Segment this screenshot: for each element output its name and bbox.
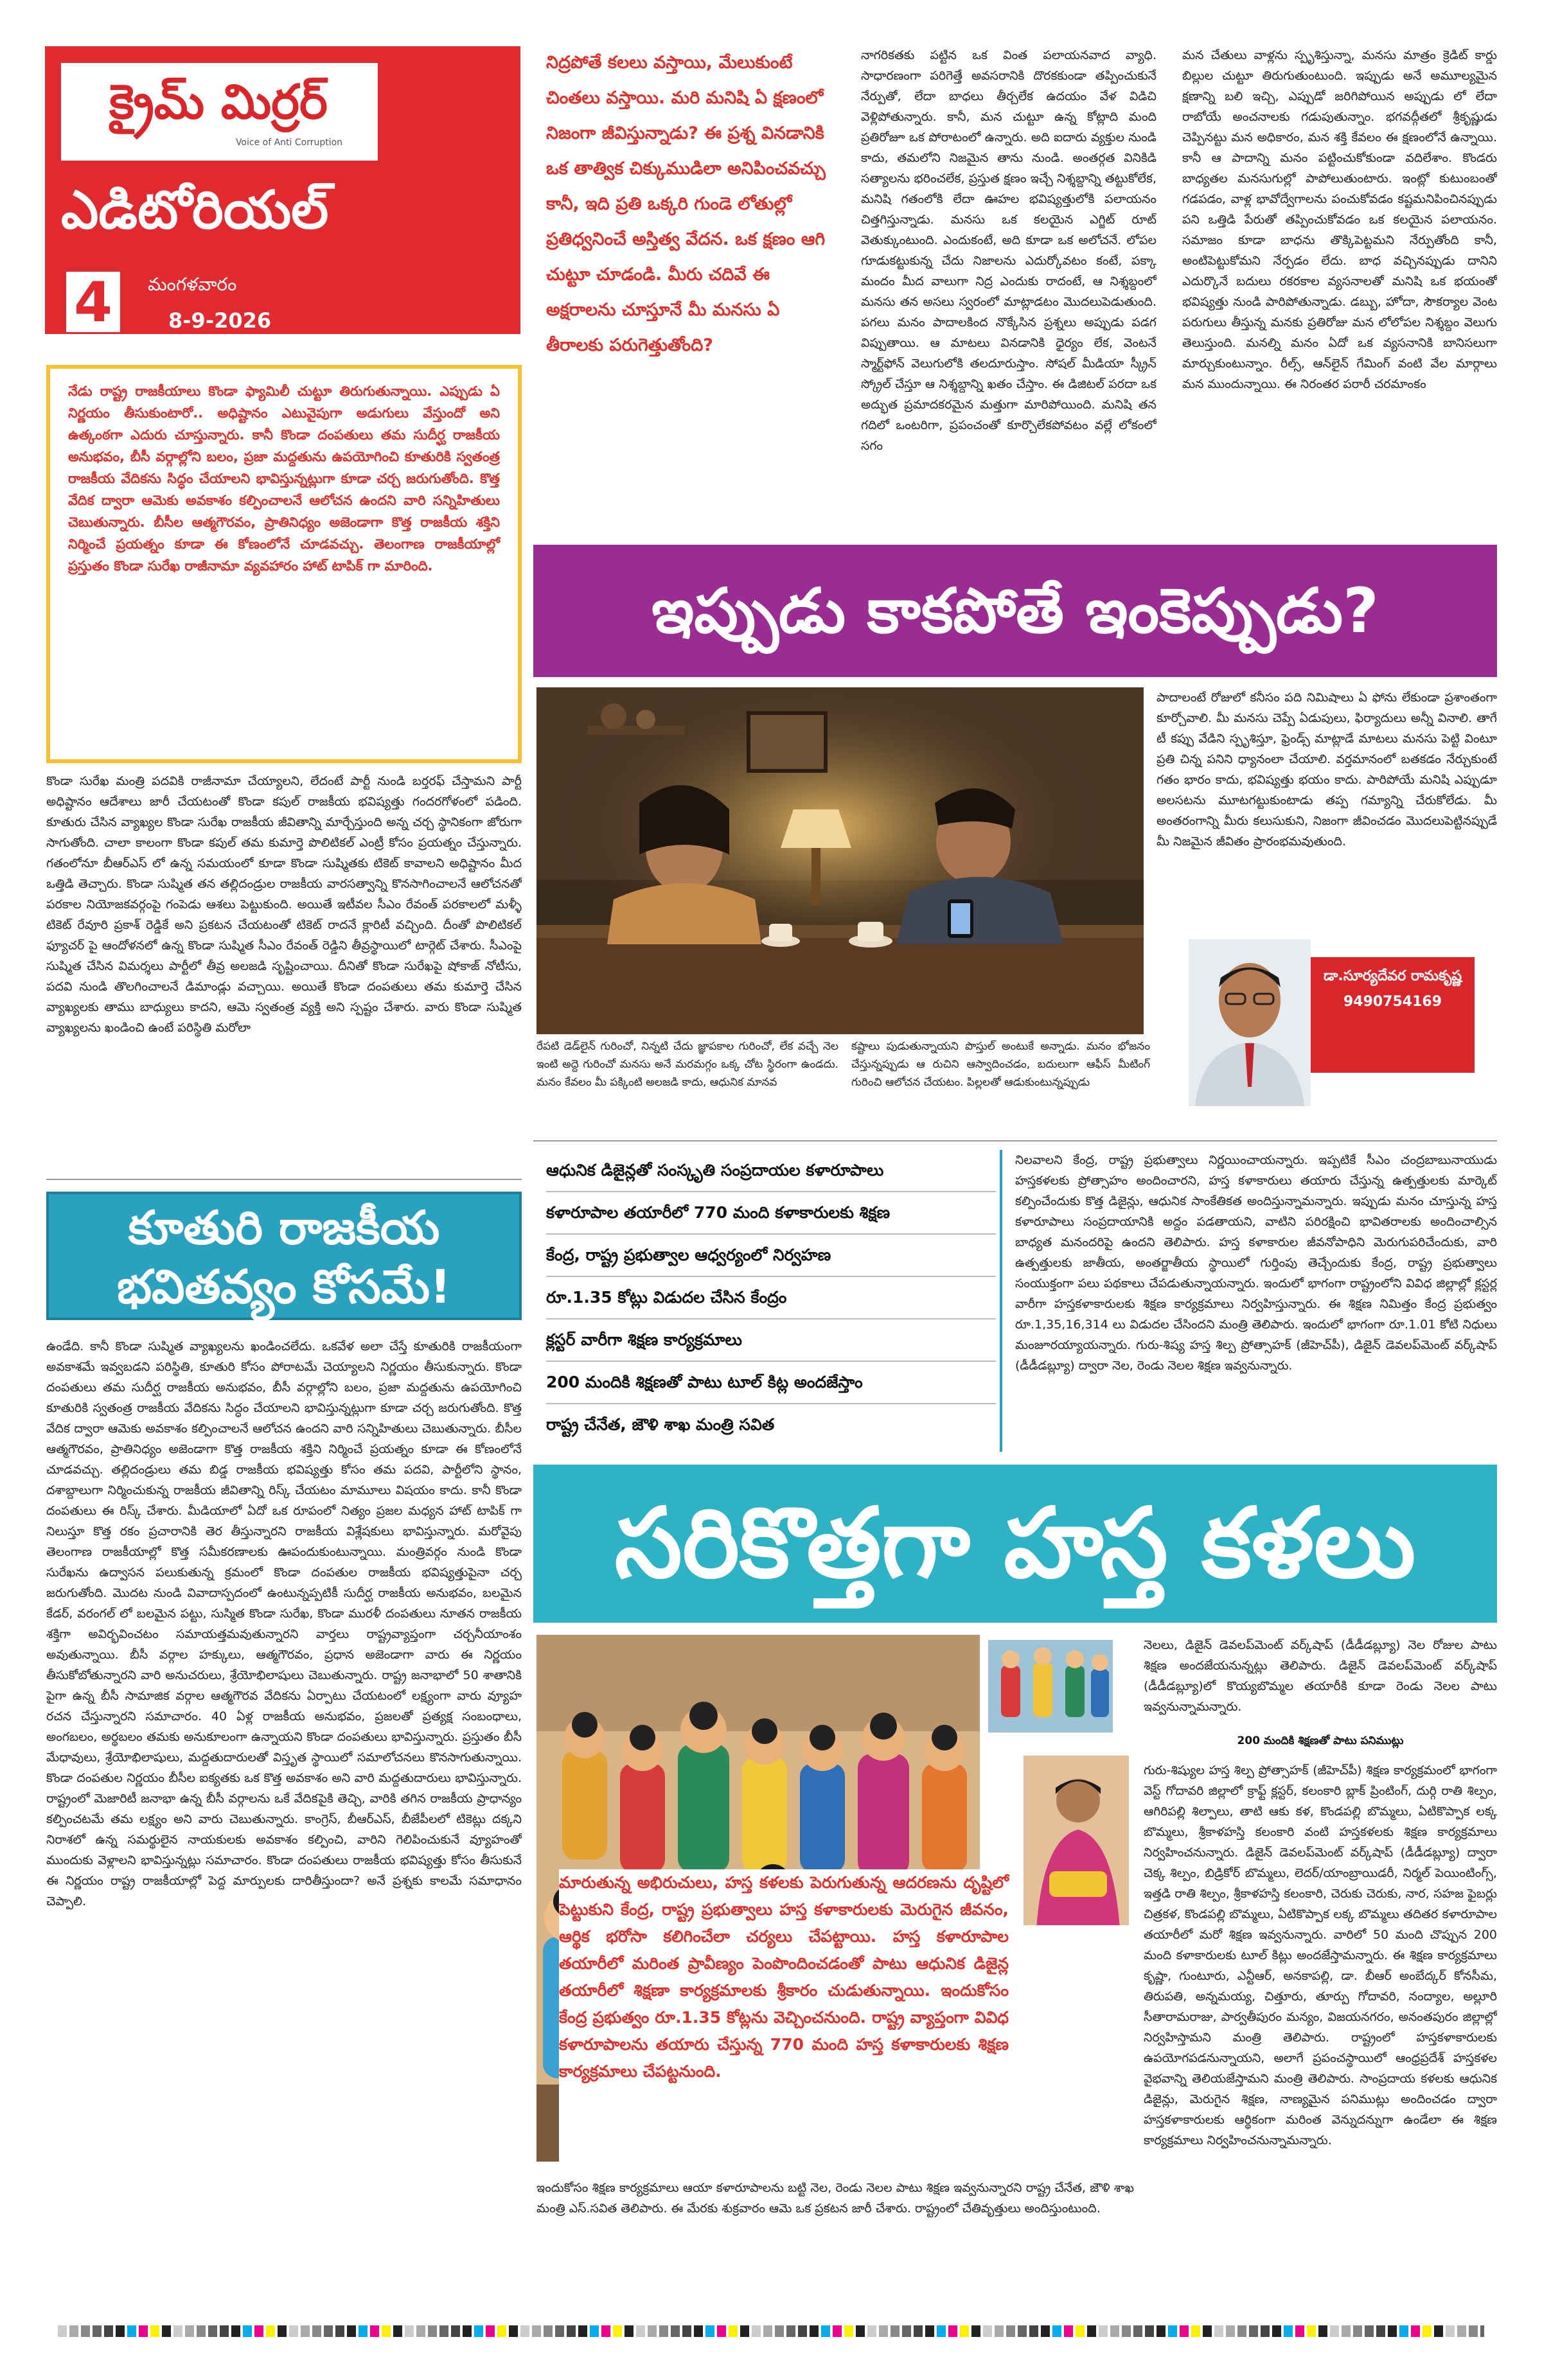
color-swatch [856,2325,865,2337]
divider [533,1140,1497,1142]
color-swatch [1145,2325,1154,2337]
color-swatch [428,2325,437,2337]
article-column [861,45,1156,533]
craft-lead-text: మారుతున్న అభిరుచులు, హస్త కళలకు పెరుగుతున్న ఆదరణను దృష్టిలో పెట్టుకుని కేంద్ర, రాష్ట్ర ప్రభుత్వాలు హస్త కళాకారులకు మెరుగైన జీవనం, ఆర్థిక భరోసా కలిగించేలా చర్యలు చేపట్టాయి. హస్త కళారూపాల తయారీలో మరింత ప్రావీణ్యం పెంపొందించడంతో పాటు ఆధునిక డిజైన్ల తయారీలో శిక్షణా కార్యక్రమాలకు శ్రీకారం చుడుతున్నాయి. ఇందుకోసం కేంద్ర ప్రభుత్వం రూ.1.35 కోట్లను వెచ్చించనుంది. రాష్ట్ర వ్యాప్తంగా వివిధ కళారూపాలను తయారు చేస్తున్న 770 మంది హస్త కళాకారులకు శిక్షణ కార్యక్రమాలు చేపట్టనుంది. [559,1873,1009,2081]
color-swatch [729,2325,738,2337]
color-swatch [705,2325,714,2337]
color-swatch [416,2325,425,2337]
color-swatch [1110,2325,1119,2337]
color-swatch [185,2325,194,2337]
color-swatch [810,2325,819,2337]
color-swatch [1318,2325,1327,2337]
color-swatch [914,2325,923,2337]
headline-daughter: కూతురి రాజకీయ భవితవ్యం కోసమే! [46,1192,522,1320]
article-text: కొండా సురేఖ మంత్రి పదవికి రాజీనామా చేయ్యాలని, లేదంటే పార్టీ నుండి బర్తరఫ్ చేస్తామని పార్టీ అధిష్టానం ఆదేశాలు జారీ చేయటంతో కొండా కపుల్ రాజకీయ భవిష్యత్తు గందరగోళంలో పడింది. కూతురు చేసిన వ్యాఖ్యల కొండా సురేఖ రాజకీయ జీవితాన్ని మార్చేస్తుంది అన్న చర్చ స్థానికంగా జోరుగా సాగుతోంది. చాలా కాలంగా కొండా కపుల్ తమ కుమార్తె పొలిటికల్ ఎంట్రీ కోసం ప్రయత్నం చేస్తున్నారు. గతంలోనూ బీఆర్ఎస్ లో ఉన్న సమయంలో కూడా కొండా సుష్మితకు టికెట్ కావాలని అధిష్టానం మీద ఒత్తిడి తెచ్చారు. కొండా సుష్మిత తన తల్లిదండ్రుల రాజకీయ వారసత్వాన్ని కొనసాగించాలనే ఆలోచనతో పరకాల నియోజకవర్గంపై గంపెడు ఆశలు పెట్టుకుంది. అయితే ఇటీవల సీఎం రేవంత్ పరకాలలో మళ్ళీ టికెట్ రేవూరి ప్రకాశ్ రెడ్డికే అని ప్రకటన చేయటంతో టికెట్ రాదనే క్లారిటీ వచ్చింది. దీంతో పొలిటికల్ ఫ్యూచర్ పై ఆందోళనలో ఉన్న కొండా సుష్మిత సీఎం రేవంత్ రెడ్డిని తీవ్రస్థాయిలో టార్గెట్ చేశారు. సీఎంపై సుష్మిత చేసిన విమర్శలు పార్టీలో తీవ్ర అలజడి సృష్టించాయి. దీనితో కొండా సురేఖపై షోకాజ్ నోటీసు, పదవి నుండి తొలగించాలనే డిమాండ్లు వచ్చాయి. అయితే కొండా దంపతులు తమ కుమార్తె చేసిన వ్యాఖ్యలకు తాము బాధ్యులు కాదని, ఆమె స్వతంత్ర వ్యక్తి అని స్పష్టం చేశారు. వారు కొండా సుష్మిత వ్యాఖ్యలను ఖండించి ఉంటే పరిస్థితి మరోలా [46,774,522,1035]
color-swatch [1237,2325,1246,2337]
color-swatch [58,2325,67,2337]
color-swatch [1342,2325,1351,2337]
color-swatch [1122,2325,1131,2337]
color-swatch [578,2325,587,2337]
color-swatch [925,2325,934,2337]
color-swatch [648,2325,657,2337]
color-swatch [301,2325,310,2337]
color-swatch [1457,2325,1466,2337]
color-swatch [1133,2325,1142,2337]
color-swatch [359,2325,368,2337]
color-swatch [463,2325,472,2337]
author-box [1311,957,1475,1073]
color-swatch [335,2325,344,2337]
color-swatch [1099,2325,1108,2337]
author-phone: 9490754169 [1343,994,1442,1010]
photo-caption-text: రేపటి డెడ్‌లైన్ గురించో, నిన్నటి చేదు జ్ఞాపకాల గురించో, లేక వచ్చే నెల ఇంటి అద్దె గురించో మనసు అనే మరమగ్గం ఒక్క చోట స్థిరంగా ఉండదు. మనం కేవలం మీ పక్కింటి అలజడి కాదు, ఆధునిక మానవ [536,1040,838,1089]
color-swatch [197,2325,206,2337]
color-swatch [1411,2325,1420,2337]
color-swatch [694,2325,703,2337]
headline-craft: సరికొత్తగా హస్త కళలు [533,1465,1497,1623]
bullet-item: 200 మందికి శిక్షణతో పాటు టూల్ కిట్ల అందజేస్తాం [546,1362,996,1404]
bullet-item: కళారూపాల తయారీలో 770 మంది కళాకారులకు శిక్షణ [546,1192,996,1235]
highlight-box [46,365,522,763]
color-swatch [1469,2325,1478,2337]
color-swatch [266,2325,275,2337]
article-column [1156,687,1497,931]
color-swatch [1284,2325,1293,2337]
color-swatch [1168,2325,1177,2337]
color-swatch [1446,2325,1455,2337]
day-label: మంగళవారం [148,274,237,295]
article-text: పాదాలంటే రోజులో కనీసం పది నిమిషాలు ఏ ఫోను లేకుండా ప్రశాంతంగా కూర్చోవాలి. మీ మనసు చెప్పే ఏడుపులు, ఫిర్యాదులు అన్నీ వినాలి. తాగే టీ కప్పు వేడిని స్పృశిస్తూ, ఫ్రెండ్స్ మాట్లాడే మాటలు మనసు పెట్టి వింటూ ప్రతి చిన్న పనిని ధ్యానంలా చేయాలి. వర్తమానంలో బతకడం నేర్చుకుంటే గతం భారం కాదు, భవిష్యత్తు భయం కాదు. పారిపోయే మనిషి ఎప్పుడూ అలసటను మూటగట్టుకుంటాడు తప్ప గమ్యాన్ని చేరుకోలేడు. మీ అంతరంగాన్ని మీరు కలుసుకుని, నిజంగా జీవించడం మొదలుపెట్టినప్పుడే మీ నిజమైన జీవితం ప్రారంభమవుతుంది. [1156,691,1497,849]
photo-craft-small-illustration [988,1640,1115,1734]
color-swatch [81,2325,90,2337]
color-swatch [520,2325,529,2337]
photo-artisan [1022,1754,1131,1927]
photo-craft-small [986,1638,1115,1734]
color-swatch [555,2325,564,2337]
color-swatch [278,2325,287,2337]
article-text: నాగరికతకు పట్టిన ఒక వింత పలాయనవాద వ్యాధి. సాధారణంగా పరిగెత్తే అవసరానికి దొరకకుండా తప్పించుకునే నేర్పుతో, లేదా బాధలు తీర్చలేక ఉదయం వేళ విడిచి వెళ్లిపోతున్నారు. కానీ, మన చుట్టూ ఉన్న కోట్లాది మంది ప్రతిరోజూ ఒక పోరాటంలో ఉన్నారు. అది ఐదారు వ్యక్తుల నుండి కాదు, తమలోని నిజమైన తాను నుండి. అంతర్గత వినికిడి సత్యాలను భరించలేక, ప్రస్తుత క్షణం ఇచ్చే నిశ్శబ్దాన్ని తట్టుకోలేక, మనిషి గతంలోకి లేదా ఊహల భవిష్యత్తులోకి పలాయనం చిత్తగిస్తున్నాడు. మనసు ఒక కలయైన ఎగ్జిట్ రూట్ వెతుక్కుంటుంది. ఎందుకంటే, అది కూడా ఒక అలోచనే. లోపల గూడుకట్టుకున్న చేదు నిజాలను ఎదుర్కోవటం కంటే, పక్కా మందం మీద వాలుగా నిద్ర ఎందుకు రాదంటే, ఆ నిశ్శబ్దంలో మనసు తన అసలు స్వరంలో మాట్లాడటం మొదలుపెడుతుంది. పగలు మనం పాదాలకింద నొక్కేసిన ప్రశ్నలు అప్పుడు పడగ విప్పుతాయి. ఆ మాటలు వినడానికి ధైర్యం లేక, వెంటనే స్మార్ట్‌ఫోన్ వెలుగులోకి తలదూరుస్తాం. సోషల్ మీడియా స్క్రీన్ స్క్రోల్ చేస్తూ ఆ నిశ్శబ్దాన్ని ఖతం చేస్తాం. ఈ డిజిటల్ పరదా ఒక అద్భుత ప్రమాదకరమైన మత్తుగా మారిపోయింది. మనిషి తన గదిలో ఒంటరిగా, ప్రపంచంతో కూర్చొలేకపోవటం వల్లే లోకంలో సగం [861,48,1156,453]
color-swatch [833,2325,842,2337]
color-swatch [1434,2325,1443,2337]
author-name: డా.సూర్యదేవర రామకృష్ణ [1323,968,1462,984]
article-text: మన చేతులు వాళ్లను స్పృశిస్తున్నా, మనసు మాత్రం క్రెడిట్ కార్డు బిల్లుల చుట్టూ తిరుగుతుంటుంది. ఇప్పుడు అనే అమూల్యమైన క్షణాన్ని బలి ఇచ్చి, ఎప్పుడో జరిగిపోయిన అప్పుడు లో లేదా రాబోయే అంచనాలకు గడుపుతున్నాం. భగవద్గీతలో శ్రీకృష్ణుడు చెప్పినట్టు మన అధికారం, మన శక్తి కేవలం ఈ క్షణంలోనే ఉన్నాయి. కానీ ఆ పాదాన్ని మనం పట్టించుకోకుండా వదిలేశాం. కొండరు బాధ్యతల మనసుగుల్లో పాపోలుతుంటారు. ఇంట్లో కుటుంబంతో గడపడం, వాళ్ల భావోద్వేగాలను పంచుకోవడం కష్టమనిపించినప్పుడు పని ఒత్తిడి పేరుతో తప్పించుకోవడం ఒక కలయైన పలాయనం. సమాజం కూడా బాధను తొక్కిపెట్టమని నేర్పుతోంది కానీ, అంటిపెట్టుకోమని నేర్పడం లేదు. బాధ వచ్చినప్పుడు దానిని ఎదుర్కొనే బదులు రకరకాల వ్యసనాలతో మనిషి ఒక భయంతో భవిష్యత్తు నుండి పారిపోతున్నాడు. డబ్బు, హోదా, సౌకర్యాల వెంట పరుగులు తీస్తున్న మనకు ప్రతిరోజు మన లోలోపల నిశ్శబ్దం వెలుగు తెలుస్తుంది. మనల్ని మనం ఏదో ఒక వ్యసనానికి బానిసలుగా మార్చుకుంటున్నాం. రీల్స్, ఆన్‌లైన్ గేమింగ్ వంటి వేల మార్గాలు మన ముందున్నాయి. ఈ నిరంతర పరారీ చరమాంకం [1182,48,1497,391]
color-swatch [254,2325,263,2337]
article-column [1182,45,1497,533]
color-swatch [486,2325,495,2337]
color-swatch [231,2325,240,2337]
color-swatch [289,2325,298,2337]
article-text: గురు-శిష్యుల హస్త శిల్ప ప్రోత్సాహక్ (జీహెచ్‌పీ) శిక్షణ కార్యక్రమంలో భాగంగా వెస్ట్ గోదావరి జిల్లాలో క్రాఫ్ట్ క్లస్టర్, కలంకారి బ్లాక్ ప్రింటింగ్, దుర్గి రాతి శిల్పం, ఆగిరిపల్లి శిల్పాలు, తాటి ఆకు కళ, కొండపల్లి బొమ్మలు, ఏటికొప్పాక లక్క బొమ్మలు, శ్రీకాళహస్తి కలంకారి వంటి హస్తకళలకు శిక్షణ కార్యక్రమాలు నిర్వహించనున్నారు. డిజైన్ డెవలప్‌మెంట్ వర్క్‌షాప్ (డీడీడబ్ల్యూ) ద్వారా చెక్క శిల్పం, బిడ్రికోర్ బొమ్మలు, లెదర్/యాంబ్రాయిడరీ, నిర్మల్ పెయింటింగ్స్, ఇత్తడి రాతి శిల్పం, శ్రీకాళహస్తి కలంకారి, చెరుకు చెరుకు, నార, సహజ ఫైబర్లు చిత్రకళ, కొండపల్లి బొమ్మలు, ఏటికొప్పాక లక్క బొమ్మలు తదితర కళారూపాల తయారీలో మరో శిక్షణ ఇవ్వనున్నారు. వారిలో 50 మంది చొప్పున 200 మంది కళాకారులకు టూల్ కిట్లు అందజేస్తామన్నారు. ఈ శిక్షణ కార్యక్రమాలు కృష్ణా, గుంటూరు, ఎన్టీఆర్, అనకాపల్లి, డా. బీఆర్ అంబేద్కర్ కోనసీమ, తిరుపతి, అన్నమయ్య, చిత్తూరు, తూర్పు గోదావరి, నంద్యాల, అల్లూరి సీతారామరాజు, పార్వతీపురం మన్యం, విజయనగరం, అనంతపురం జిల్లాల్లో నిర్వహిస్తామని మంత్రి తెలిపారు. రాష్ట్రంలో హస్తకళాకారులకు ఉపయోగపడనున్నాయని, అలాగే ప్రపంచస్థాయిలో ఆంధ్రప్రదేశ్ హస్తకళల వైభవాన్ని తెలియజేస్తామని మంత్రి తెలిపారు. సాంప్రదాయ కళలకు ఆధునిక డిజైన్లు, మెరుగైన శిక్షణ, నాణ్యమైన పనిముట్లు అందించడం ద్వారా హస్తకళాకారులకు ఆర్థికంగా మరింత వెన్నుదన్నుగా ఉండేలా ఈ శిక్షణ కార్యక్రమాలు నిర్వహించనున్నామన్నారు. [1144,1763,1497,2147]
color-swatch [1018,2325,1027,2337]
color-swatch [1376,2325,1385,2337]
color-swatch [625,2325,634,2337]
color-swatch [243,2325,252,2337]
color-swatch [544,2325,553,2337]
color-swatch [1191,2325,1200,2337]
article-column [536,2178,1134,2313]
color-swatch [1388,2325,1397,2337]
color-swatch [937,2325,946,2337]
color-swatch [902,2325,911,2337]
color-swatch [786,2325,795,2337]
article-text: నెలలు, డిజైన్ డెవలప్‌మెంట్ వర్క్‌షాప్ (డీడీడబ్ల్యూ) నెల రోజుల పాటు శిక్షణ అందజేయనున్నట్లు తెలిపారు. డిజైన్ డెవలప్‌మెంట్ వర్క్‌షాప్ (డీడీడబ్ల్యూ)లో కొయ్యబొమ్మల తయారీకి కూడా రెండు నెలల పాటు ఇవ్వనున్నామన్నారు. [1144,1638,1497,1714]
color-swatch [1041,2325,1050,2337]
color-swatch [601,2325,610,2337]
color-swatch [891,2325,900,2337]
color-swatch [382,2325,391,2337]
article-text: ఉండేది. కానీ కొండా సుష్మిత వ్యాఖ్యలను ఖండించలేదు. ఒకవేళ అలా చేస్తే కూతురికి రాజకీయంగా అవకాశమే ఇవ్వబడని పరిస్థితి, కూతురి కోసం పోరాటమే చెయ్యాలని నిర్ణయం తీసుకున్నారు. కొండా దంపతులు తమ సుదీర్ఘ రాజకీయ అనుభవం, బీసీ వర్గాల్లోని బలం, ప్రజా మద్దతును ఉపయోగించి కూతురికి స్వతంత్ర రాజకీయ వేదికను సిద్ధం చేయాలని భావిస్తున్నట్లుగా కూడా చర్చ జరుగుతోంది. కొత్త వేదిక ద్వారా ఆమెకు అవకాశం కల్పించాలనే ఆలోచన ఉందని వారి సన్నిహితులు చెబుతున్నారు. బీసీల ఆత్మగౌరవం, ప్రాతినిధ్యం అజెండాగా కొత్త రాజకీయ శక్తిని నిర్మించే ప్రయత్నం కూడా ఈ కోణంలోనే చూడవచ్చు. తల్లిదండ్రులు తమ బిడ్డ రాజకీయ భవిష్యత్తు కోసం తమ పదవి, పార్టీలోని స్థానం, దశాబ్దాలుగా నిర్మించుకున్న రాజకీయ జీవితాన్ని రిస్క్ చేయటం మామూలు విషయం కాదు. కానీ కొండా దంపతులు ఈ రిస్క్ చేశారు. మీడియాలో ఏదో ఒక రూపంలో నిత్యం ప్రజల మధ్యన హాట్ టాపిక్ గా నిలుస్తూ కొత్త రకం ప్రచారానికి తెర తీస్తున్నారని రాజకీయ విశ్లేషకులు భావిస్తున్నారు. మరోవైపు తెలంగాణ రాజకీయాల్లో కొత్త సమీకరణాలకు ఊపందుకుంటున్నాయి. మంత్రివర్గం నుండి కొండా సురేఖను ఉద్వాసన పలుకుతున్న క్రమంలో కొండా దంపతుల రాజకీయ భవిష్యత్తుపైనా చర్చ జరుగుతోంది. మొదట నుండి వివాదాస్పదంలో ఉంటున్నప్పటికీ సుదీర్ఘ రాజకీయ అనుభవం, బలమైన కేడర్, వరంగల్ లో బలమైన పట్టు, సుస్మిత కొండా సురేఖ, కొండా మురళీ దంపతులు నూతన రాజకీయ శక్తిగా అవిర్భవించటం సమాయత్తమవుతున్నారని వార్తలు రాష్ట్రవ్యాప్తంగా చర్చనీయాంశం అవుతున్నాయి. బీసీ వర్గాల హక్కులు, ఆత్మగౌరవం, ప్రధాన అజెండాగా వారు ఈ నిర్ణయం తీసుకోబోతున్నారని వారి అనుచరులు, శ్రేయోభిలాషులు చెబుతున్నారు. రాష్ట్ర జనాభాలో 50 శాతానికి పైగా ఉన్న బీసీ సామాజిక వర్గాల ఆత్మగౌరవ వేదికను ఏర్పాటు చేయటంలో లక్ష్యంగా వారు వ్యూహ రచన చేస్తున్నారని సమాచారం. 40 ఏళ్ల రాజకీయ అనుభవం, ప్రజలతో ప్రత్యక్ష సంబంధాలు, అంగబలం, అర్థబలం తమకు అనుకూలంగా ఉన్నాయని కొండా దంపతులు భావిస్తున్నారు. ప్రస్తుతం బీసీ మేధావులు, శ్రేయోభిలాషులు, మద్దతుదారులతో విస్తృత స్థాయిలో సమాలోచనలు కొనసాగుతున్నాయి. కొండా దంపతుల నిర్ణయం బీసీల ఐక్యతకు ఒక కొత్త అవకాశం అని వారి మద్దతుదారులు భావిస్తున్నారు. రాష్ట్రంలో మెజారిటీ జనాభా ఉన్న బీసీ వర్గాలను ఒకే వేదికపైకి తెచ్చి, వారికి తగిన రాజకీయ ప్రాధాన్యం కల్పించటమే తమ లక్ష్యం అని వారు చెబుతున్నారు. కాంగ్రెస్, బీఆర్ఎస్, బీజేపీలలో టికెట్లు దక్కని నిరాశలో ఉన్న సమర్థులైన నాయకులకు అవకాశం కల్పించి, వారిని గెలిపించుకునే వ్యూహంతో ముందుకు వెళ్లాలని భావిస్తున్నట్లు సమాచారం. కొండా దంపతులు రాజకీయ భవిష్యత్తు కోసం తీసుకునే ఈ నిర్ణయం రాష్ట్ర రాజకీయాల్లో పెద్ద మార్పులకు దారితీస్తుందా? అనే ప్రశ్నకు కాలమే సమాధానం చెప్పాలి. [46,1339,522,1908]
color-swatch [1422,2325,1431,2337]
color-swatch [116,2325,125,2337]
color-swatch [1052,2325,1061,2337]
color-swatch [775,2325,784,2337]
color-swatch [636,2325,645,2337]
color-swatch [474,2325,483,2337]
color-swatch [1399,2325,1408,2337]
color-swatch [1353,2325,1362,2337]
newspaper-tagline: Voice of Anti Corruption [235,137,343,148]
color-swatch [312,2325,321,2337]
headline-main: ఇప్పుడు కాకపోతే ఇంకెప్పుడు? [533,545,1497,677]
article-column [46,771,522,1176]
color-swatch [1076,2325,1085,2337]
color-swatch [1261,2325,1270,2337]
color-swatch [948,2325,957,2337]
color-swatch [1330,2325,1339,2337]
photo-artisan-illustration [1024,1756,1131,1927]
bullet-item: ఆధునిక డిజైన్లతో సంస్కృతి సంప్రదాయల కళారూపాలు [546,1150,996,1192]
color-swatch [740,2325,749,2337]
article-column [46,1336,522,2313]
bullet-item: రూ.1.35 కోట్లు విడుదల చేసిన కేంద్రం [546,1277,996,1319]
section-title: ఎడిటోరియల్ [61,180,329,241]
color-swatch [1272,2325,1281,2337]
author-photo [1189,939,1311,1106]
color-swatch [821,2325,830,2337]
bullet-item: రాష్ట్ర చేనేత, జౌళి శాఖ మంత్రి సవిత [546,1415,775,1434]
color-swatch [763,2325,772,2337]
photo-caption-text: కష్టాలు పుడుతున్నాయని పొస్తుల్ అంటుకే అన్నాడు. మనం భోజనం చేస్తున్నప్పుడు ఆ రుచిని ఆస్వాదించడం, బదులుగా ఆఫీస్ మీటింగ్ గురించి ఆలోచన చేయటం. పిల్లలతో ఆడుకుంటున్నప్పుడు [851,1040,1150,1089]
color-swatch [370,2325,379,2337]
article-text: ఇందుకోసం శిక్షణ కార్యక్రమాలు ఆయా కళారూపాలను బట్టి నెల, రెండు నెలల పాటు శిక్షణ ఇవ్వనున్నారని రాష్ట్ర చేనేత, జౌళి శాఖ మంత్రి ఎస్.సవిత తెలిపారు. ఈ మేరకు శుక్రవారం ఆమె ఒక ప్రకటన జారీ చేశారు. రాష్ట్రంలో చేతివృత్తులు అందిస్తుంటుంది. [536,2181,1134,2216]
color-swatch [971,2325,980,2337]
color-swatch [844,2325,853,2337]
photo-caption [536,1037,838,1127]
date-label: 8-9-2026 [168,308,272,333]
article-column [1144,1760,1497,2313]
color-swatch [439,2325,448,2337]
photo-caption [851,1037,1150,1127]
lead-intro-text: నిద్రపోతే కలలు వస్తాయి, మేలుకుంటే చింతలు వస్తాయి. మరి మనిషి ఏ క్షణంలో నిజంగా జీవిస్తున్నాడు? ఈ ప్రశ్న వినడానికి ఒక తాత్విక చిక్కుముడిలా అనిపించవచ్చు కానీ, ఇది ప్రతి ఒక్కరి గుండె లోతుల్లో ప్రతిధ్వనించే అస్తిత్వ వేదన. ఒక క్షణం ఆగి చుట్టూ చూడండి. మీరు చదివే ఈ అక్షరాలను చూస్తూనే మీ మనసు ఏ తీరాలకు పరుగెత్తుతోంది? [546,53,826,355]
color-swatch [173,2325,182,2337]
color-swatch [1203,2325,1212,2337]
color-swatch [671,2325,680,2337]
craft-lead [559,1869,1009,2171]
color-swatch [983,2325,992,2337]
color-registration-bar [58,2325,1484,2337]
divider [46,1179,522,1180]
color-swatch [1295,2325,1304,2337]
color-swatch [324,2325,333,2337]
color-swatch [879,2325,888,2337]
newspaper-name: క్రైమ్ మిర్రర్ [109,75,328,130]
color-swatch [659,2325,668,2337]
color-swatch [1365,2325,1374,2337]
color-swatch [69,2325,78,2337]
color-swatch [104,2325,113,2337]
color-swatch [162,2325,171,2337]
color-bar-svg [58,2325,1484,2337]
color-swatch [1156,2325,1165,2337]
lead-intro [546,45,835,533]
color-swatch [717,2325,726,2337]
bullet-item: క్లస్టర్ వారీగా శిక్షణ కార్యక్రమాలు [546,1319,996,1362]
color-swatch [1226,2325,1235,2337]
color-swatch [752,2325,761,2337]
color-swatch [1006,2325,1015,2337]
color-swatch [798,2325,807,2337]
color-swatch [509,2325,518,2337]
color-swatch [1307,2325,1316,2337]
color-swatch [1029,2325,1038,2337]
color-swatch [451,2325,460,2337]
color-swatch [208,2325,217,2337]
color-swatch [960,2325,969,2337]
color-swatch [1180,2325,1189,2337]
color-swatch [1249,2325,1258,2337]
color-swatch [1087,2325,1096,2337]
color-swatch [1214,2325,1223,2337]
highlight-text: నేడు రాష్ట్ర రాజకీయాలు కొండా ఫ్యామిలీ చుట్టూ తిరుగుతున్నాయి. ఎప్పుడు ఏ నిర్ణయం తీసుకుంటారో.. అధిష్టానం ఎటువైపుగా అడుగులు వేస్తుందో అని ఉత్కంఠగా ఎదురు చూస్తున్నారు. కానీ కొండా దంపతులు తమ సుదీర్ఘ రాజకీయ అనుభవం, బీసీ వర్గాల్లోని బలం, ప్రజా మద్దతును ఉపయోగించి కూతురికి స్వతంత్ర రాజకీయ వేదికను సిద్ధం చేయాలని భావిస్తున్నట్లుగా కూడా చర్చ జరుగుతోంది. కొత్త వేదిక ద్వారా ఆమెకు అవకాశం కల్పించాలనే ఆలోచన ఉందని వారి సన్నిహితులు చెబుతున్నారు. బీసీల ఆత్మగౌరవం, ప్రాతినిధ్యం అజెండాగా కొత్త రాజకీయ శక్తిని నిర్మించే ప్రయత్నం కూడా ఈ కోణంలోనే చూడవచ్చు. తెలంగాణ రాజకీయాల్లో ప్రస్తుతం కొండా సురేఖ రాజీనామా వ్యవహారం హాట్ టాపిక్ గా మారింది. [68,383,500,574]
color-swatch [567,2325,576,2337]
article-text: నిలవాలని కేంద్ర, రాష్ట్ర ప్రభుత్వాలు నిర్ణయించాయన్నారు. ఇప్పటికే సీఎం చంద్రబాబునాయుడు హస్తకళలకు ప్రోత్సాహం అందించారని, హస్త కళాకారులు తయారు చేస్తున్న ఉత్పత్తులకు మార్కెట్ కల్పించేందుకు కొత్త డిజైన్లు, ఆధునిక సాంకేతికత అందిస్తున్నామన్నారు. ఇప్పుడు మనం చూస్తున్న హస్త కళారూపాలు సంప్రదాయానికి అద్దం పడతాయని, వాటిని పరిరక్షించి భావితరాలకు అందించాల్సిన బాధ్యత మనందరిపై ఉందని తెలిపారు. హస్త కళాకారుల జీవనోపాధిని మెరుగుపరిచేందుకు, వారి ఉత్పత్తులకు జాతీయ, అంతర్జాతీయ స్థాయిలో గుర్తింపు తెచ్చేందుకు కేంద్ర, రాష్ట్ర ప్రభుత్వాలు సంయుక్తంగా పలు పథకాలు చేపడుతున్నాయన్నారు. ఇందులో భాగంగా రాష్ట్రంలోని వివిధ జిల్లాల్లో క్లస్టర్ల వారీగా హస్తకళాకారులకు శిక్షణ కార్యక్రమాలు నిర్వహిస్తున్నారు. ఈ శిక్షణ నిమిత్తం కేంద్ర ప్రభుత్వం రూ.1,35,16,314 లు విడుదల చేసిందని మంత్రి తెలిపారు. ఇందులో భాగంగా రూ.1.01 కోటి నిధులు మంజూరయ్యాయన్నారు. గురు-శిష్య హస్త శిల్ప ప్రోత్సాహక్ (జీహెచ్‌పీ), డిజైన్ డెవలప్‌మెంట్ వర్క్‌షాప్ (డీడీడబ్ల్యూ) ద్వారా నెల, రెండు నెలల శిక్షణ ఇవ్వనున్నారు. [1015,1153,1497,1373]
color-swatch [1480,2325,1484,2337]
color-swatch [613,2325,622,2337]
color-swatch [497,2325,506,2337]
article-column [1144,1635,1497,1731]
subheading-tools: 200 మందికి శిక్షణతో పాటు పనిముట్లు [1237,1734,1404,1747]
color-swatch [867,2325,876,2337]
color-swatch [347,2325,356,2337]
color-swatch [220,2325,229,2337]
color-swatch [682,2325,691,2337]
color-swatch [150,2325,159,2337]
color-swatch [995,2325,1004,2337]
color-swatch [139,2325,148,2337]
color-swatch [393,2325,402,2337]
color-swatch [1064,2325,1073,2337]
color-swatch [405,2325,414,2337]
article-column [1015,1150,1497,1452]
photo-couple [536,687,1144,1034]
page-number: 4 [64,270,122,334]
color-swatch [590,2325,599,2337]
photo-couple-illustration [536,687,1144,1034]
bullet-item: కేంద్ర, రాష్ట్ర ప్రభుత్వాల ఆధ్వర్యంలో నిర్వహణ [546,1235,996,1277]
color-swatch [93,2325,102,2337]
person-portrait-icon [1189,939,1311,1106]
color-swatch [127,2325,136,2337]
color-swatch [532,2325,541,2337]
